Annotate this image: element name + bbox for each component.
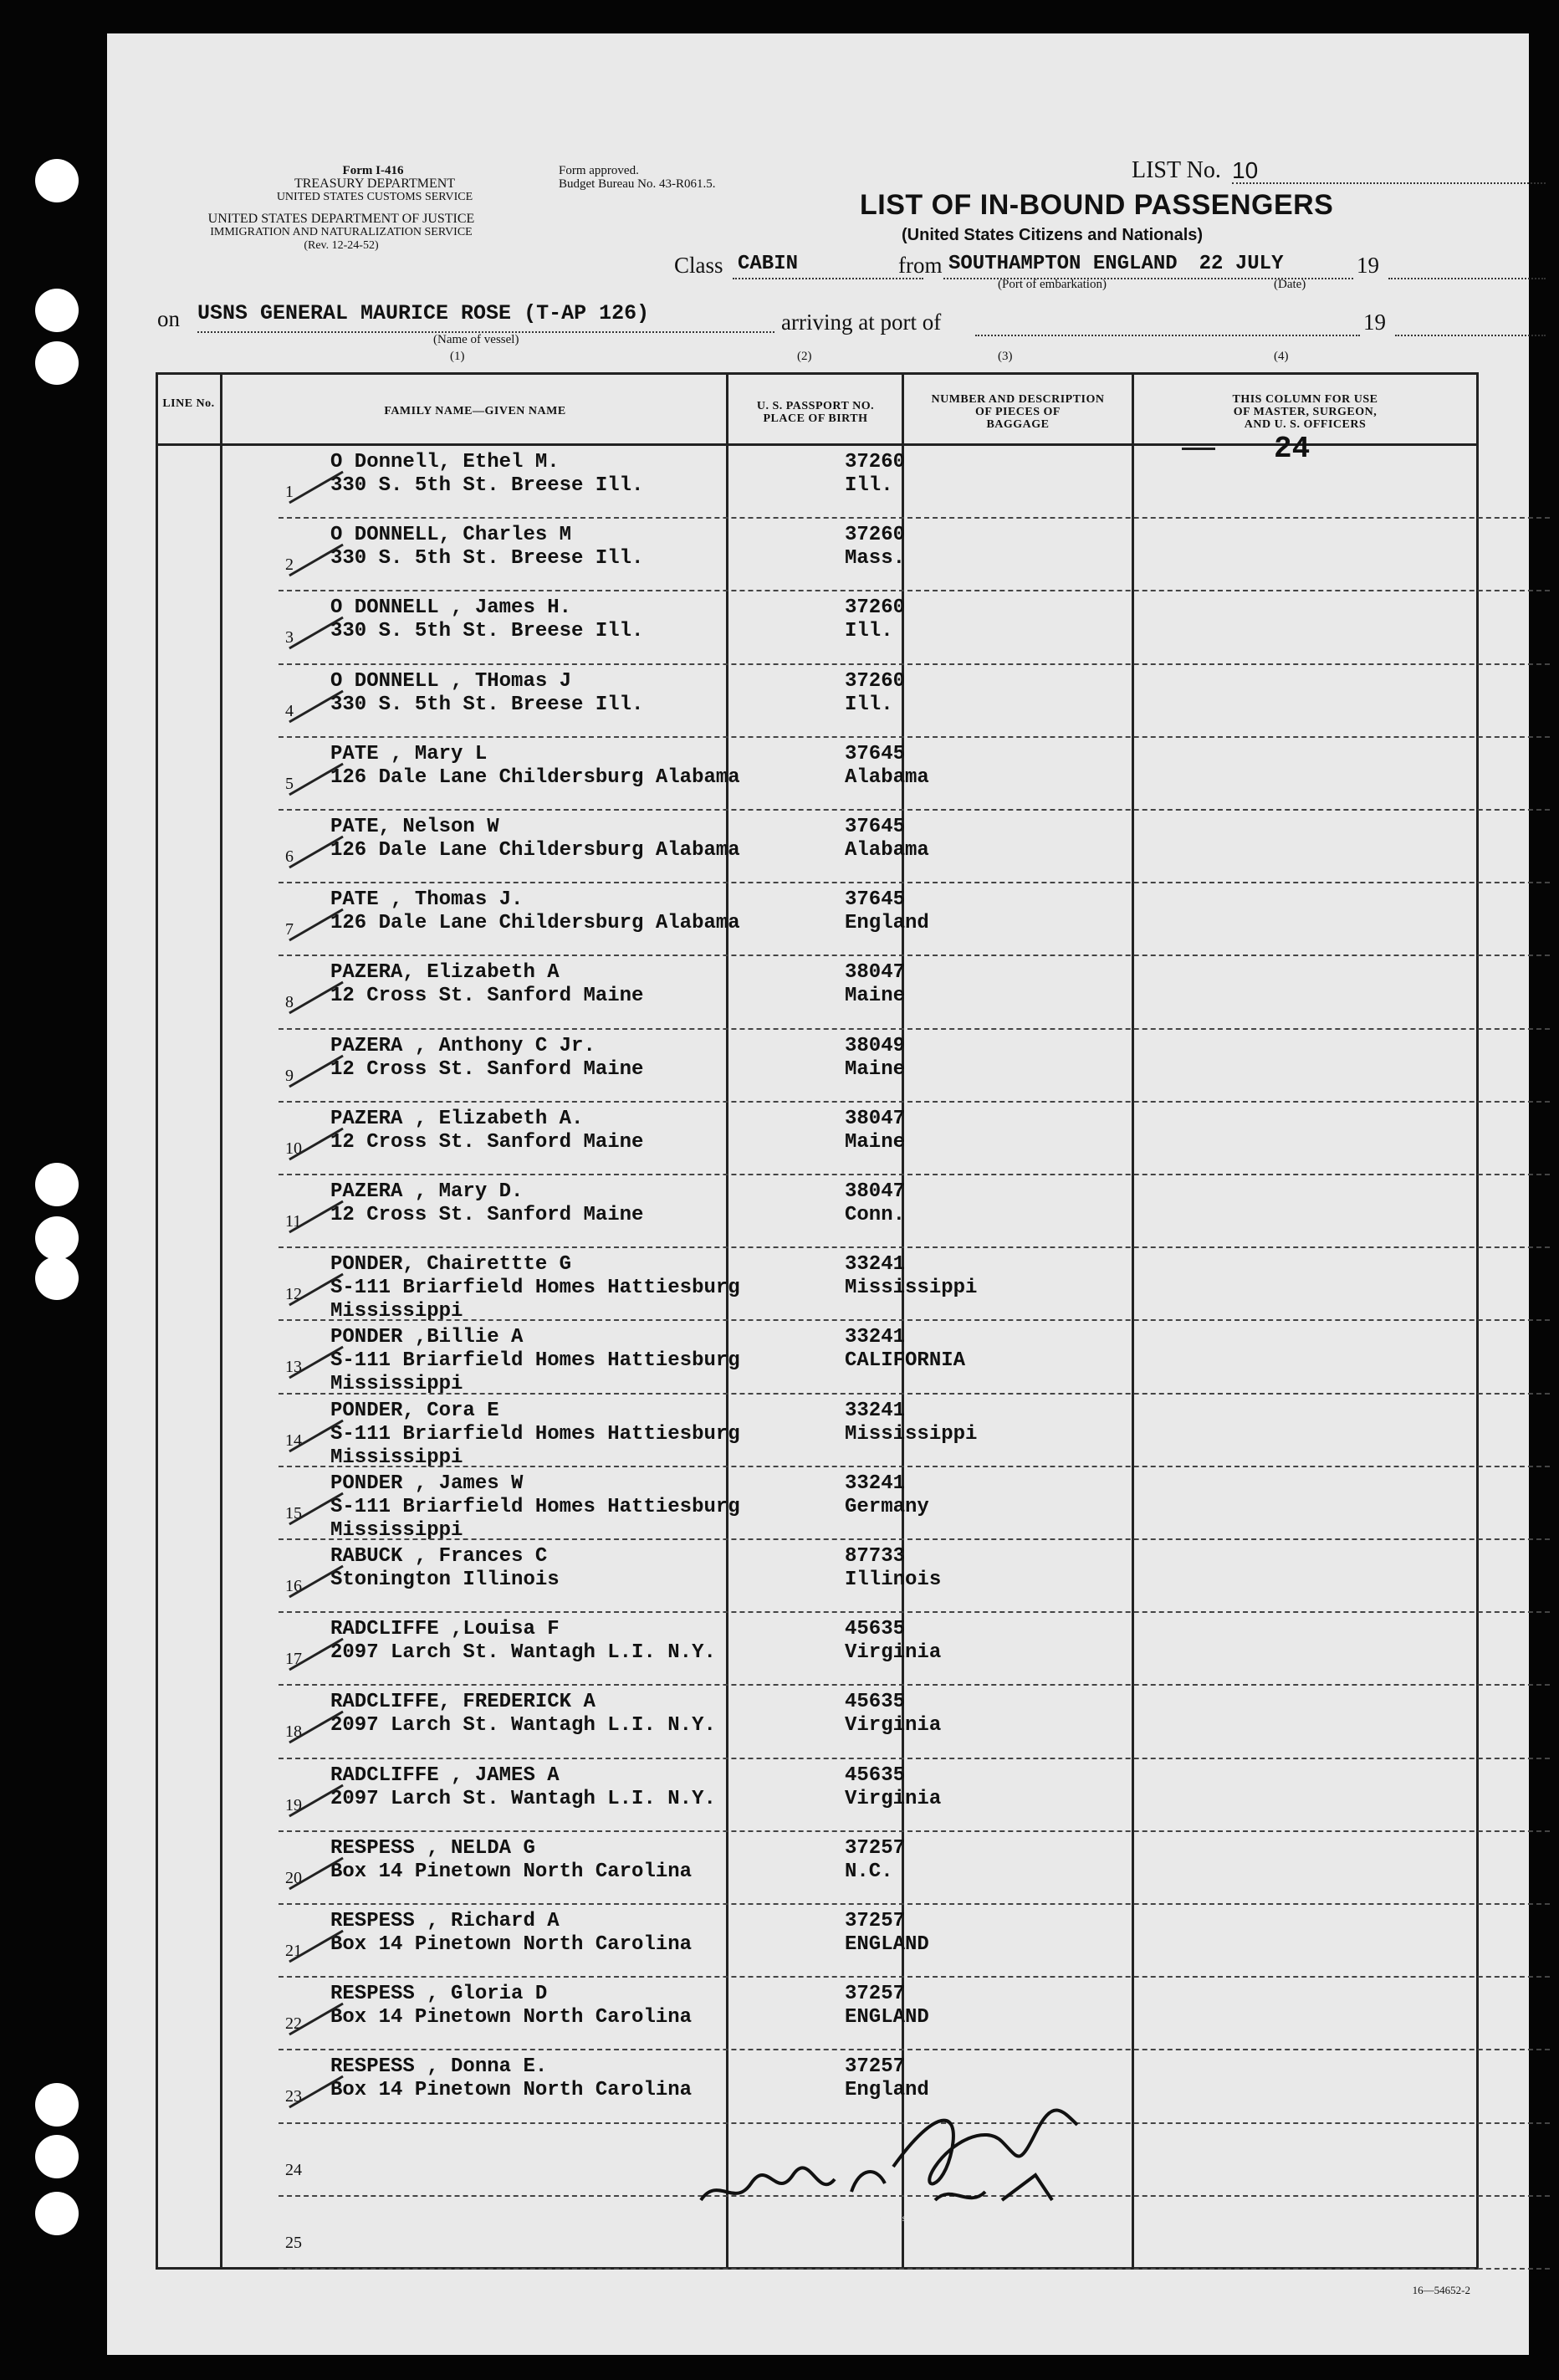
line-number: 13: [285, 1358, 302, 1377]
passenger-name: O DONNELL , James H.: [330, 596, 572, 620]
passenger-address-line2: Mississippi: [330, 1373, 463, 1396]
passenger-name: RADCLIFFE ,Louisa F: [330, 1618, 560, 1641]
passenger-address: 12 Cross St. Sanford Maine: [330, 1130, 644, 1154]
passport-number: 37257: [845, 1910, 906, 1932]
place-of-birth: N.C.: [845, 1860, 893, 1883]
col-header-baggage-3: BAGGAGE: [986, 418, 1050, 431]
passport-number: 38049: [845, 1034, 906, 1057]
table-row: [285, 1905, 1550, 1978]
passport-number: 38047: [845, 961, 906, 985]
line-number: 17: [285, 1650, 302, 1669]
place-of-birth: Virginia: [845, 1787, 942, 1810]
vessel-value: USNS GENERAL MAURICE ROSE (T-AP 126): [197, 301, 650, 325]
passenger-name: PAZERA , Mary D.: [330, 1180, 524, 1203]
passenger-name: RABUCK , Frances C: [330, 1545, 548, 1568]
passenger-address: 330 S. 5th St. Breese Ill.: [330, 547, 644, 571]
passport-number: 33241: [845, 1399, 906, 1422]
line-number: 6: [285, 847, 294, 866]
col2-number: (2): [797, 350, 812, 363]
arriving-field: [975, 310, 1360, 336]
table-row: [285, 1103, 1550, 1175]
table-row: [285, 1832, 1550, 1905]
table-row: [285, 1467, 1550, 1542]
inspector-signature: [684, 2075, 1119, 2225]
passport-number: 38047: [845, 1107, 906, 1130]
class-label: Class: [674, 253, 723, 278]
passenger-address: S-111 Briarfield Homes Hattiesburg: [330, 1277, 740, 1300]
page-subtitle: (United States Citizens and Nationals): [902, 226, 1204, 244]
passenger-address: Box 14 Pinetown North Carolina: [330, 1860, 693, 1883]
table-row: [285, 1321, 1550, 1396]
passenger-name: PAZERA , Elizabeth A.: [330, 1107, 584, 1130]
place-of-birth: Conn.: [845, 1204, 906, 1226]
table-row: [285, 1030, 1550, 1103]
passenger-address: 330 S. 5th St. Breese Ill.: [330, 693, 644, 716]
vessel-caption: (Name of vessel): [433, 333, 519, 346]
line-number: 9: [285, 1066, 294, 1085]
line-no-divider: [220, 372, 222, 2267]
punch-hole: [35, 341, 79, 385]
passport-number: 87733: [845, 1545, 906, 1568]
place-of-birth: Virginia: [845, 1641, 942, 1665]
passenger-name: PATE , Mary L: [330, 742, 488, 765]
on-label: on: [157, 306, 180, 331]
line-number: 3: [285, 628, 294, 647]
place-of-birth: ENGLAND: [845, 2006, 929, 2029]
passport-number: 45635: [845, 1763, 906, 1787]
passenger-address: S-111 Briarfield Homes Hattiesburg: [330, 1495, 740, 1518]
passport-number: 33241: [845, 1472, 906, 1495]
passport-number: 37260: [845, 669, 906, 693]
line-number: 25: [285, 2233, 302, 2252]
passenger-name: PATE , Thomas J.: [330, 888, 524, 912]
list-number-field: [1232, 157, 1546, 184]
passenger-address: 12 Cross St. Sanford Maine: [330, 1057, 644, 1081]
line-number: 12: [285, 1285, 302, 1304]
vessel-field: [197, 301, 774, 333]
passenger-name: RESPESS , Richard A: [330, 1910, 560, 1932]
class-field: [733, 253, 923, 279]
list-number-label: LIST No.: [1132, 157, 1221, 183]
passenger-name: O Donnell, Ethel M.: [330, 451, 560, 473]
year2-label: 19: [1363, 310, 1386, 335]
table-row: [285, 446, 1550, 519]
line-number: 22: [285, 2014, 302, 2034]
table-row: [285, 665, 1550, 738]
passenger-address: 2097 Larch St. Wantagh L.I. N.Y.: [330, 1787, 716, 1810]
place-of-birth: Mass.: [845, 547, 906, 571]
table-row: [285, 1248, 1550, 1323]
col-header-passport-2: PLACE OF BIRTH: [763, 412, 868, 425]
place-of-birth: Germany: [845, 1495, 929, 1518]
list-number-value: 10: [1232, 157, 1259, 183]
passport-number: 38047: [845, 1180, 906, 1203]
punch-hole: [35, 1257, 79, 1300]
passport-number: 37257: [845, 1836, 906, 1860]
col-header-passport-1: U. S. PASSPORT NO.: [756, 400, 875, 412]
col-header-line: LINE No.: [162, 397, 215, 410]
passenger-name: PAZERA, Elizabeth A: [330, 961, 560, 985]
col1-number: (1): [450, 350, 465, 363]
from-field: [943, 253, 1353, 279]
passenger-address: S-111 Briarfield Homes Hattiesburg: [330, 1422, 740, 1446]
place-of-birth: Illinois: [845, 1569, 942, 1591]
form-number: Form I-416: [342, 164, 404, 177]
passport-number: 33241: [845, 1326, 906, 1349]
svg-text:Insp. Isuthnil 9th A.H.: Insp. Isuthnil 9th A.H.: [877, 2212, 967, 2224]
passenger-name: PONDER , James W: [330, 1472, 524, 1495]
punch-hole: [35, 2192, 79, 2235]
year-label: 19: [1357, 253, 1379, 278]
col-header-officers-2: OF MASTER, SURGEON,: [1233, 406, 1378, 418]
place-of-birth: CALIFORNIA: [845, 1349, 966, 1373]
passport-number: 37257: [845, 1983, 906, 2006]
line-number: 14: [285, 1431, 302, 1450]
passport-number: 37260: [845, 524, 906, 547]
place-of-birth: ENGLAND: [845, 1933, 929, 1956]
table-row: [285, 883, 1550, 956]
passport-number: 37645: [845, 742, 906, 765]
passenger-address: Box 14 Pinetown North Carolina: [330, 2079, 693, 2102]
line-number: 5: [285, 774, 294, 793]
year2-field: [1395, 310, 1546, 336]
passenger-address: Box 14 Pinetown North Carolina: [330, 1933, 693, 1956]
treasury-dept: TREASURY DEPARTMENT: [294, 177, 456, 191]
punch-hole: [35, 2135, 79, 2178]
passenger-address: 2097 Larch St. Wantagh L.I. N.Y.: [330, 1714, 716, 1738]
punch-hole: [35, 2083, 79, 2127]
place-of-birth: England: [845, 912, 929, 935]
manifest-page: [107, 33, 1529, 2355]
page-title: LIST OF IN-BOUND PASSENGERS: [860, 189, 1334, 221]
place-of-birth: Ill.: [845, 620, 893, 643]
table-row: [285, 738, 1550, 811]
passenger-address: Box 14 Pinetown North Carolina: [330, 2006, 693, 2029]
col4-number: (4): [1274, 350, 1289, 363]
line-number: 1: [285, 483, 294, 501]
line-number: 11: [285, 1212, 302, 1231]
place-of-birth: England: [845, 2079, 929, 2102]
passenger-name: RESPESS , NELDA G: [330, 1836, 535, 1860]
line-number: 10: [285, 1139, 302, 1158]
from-label: from: [898, 253, 943, 278]
punch-hole: [35, 159, 79, 202]
passenger-address-line2: Mississippi: [330, 1446, 463, 1469]
line-number: 8: [285, 993, 294, 1012]
col-header-baggage-2: OF PIECES OF: [975, 406, 1061, 418]
table-row: [285, 811, 1550, 883]
place-of-birth: Maine: [845, 1057, 906, 1081]
place-of-birth: Ill.: [845, 474, 893, 497]
table-row: [285, 1613, 1550, 1686]
col-header-baggage-1: NUMBER AND DESCRIPTION: [931, 393, 1105, 406]
passenger-address: 12 Cross St. Sanford Maine: [330, 985, 644, 1008]
table-row: [285, 1978, 1550, 2050]
table-top-border: [156, 372, 1479, 375]
place-of-birth: Virginia: [845, 1714, 942, 1738]
line-number: 18: [285, 1722, 302, 1742]
passenger-address: 126 Dale Lane Childersburg Alabama: [330, 839, 740, 862]
line-number: 23: [285, 2087, 302, 2106]
passport-number: 37645: [845, 816, 906, 838]
passenger-address: Stonington Illinois: [330, 1569, 560, 1591]
place-of-birth: Alabama: [845, 765, 929, 789]
passenger-name: RESPESS , Donna E.: [330, 2055, 548, 2079]
passport-number: 37257: [845, 2055, 906, 2079]
col-header-passport: [729, 400, 902, 425]
passenger-name: RADCLIFFE, FREDERICK A: [330, 1691, 595, 1714]
line-number: 4: [285, 701, 294, 720]
passenger-address: 330 S. 5th St. Breese Ill.: [330, 474, 644, 497]
officers-count: 24: [1274, 432, 1311, 466]
passenger-name: PONDER ,Billie A: [330, 1326, 524, 1349]
table-row: [285, 1686, 1550, 1758]
table-row: [285, 1759, 1550, 1832]
passport-number: 45635: [845, 1618, 906, 1641]
passenger-address: 126 Dale Lane Childersburg Alabama: [330, 912, 740, 935]
passport-number: 37260: [845, 596, 906, 620]
passenger-name: PONDER, Chairettte G: [330, 1253, 572, 1277]
line-number: 2: [285, 555, 294, 575]
passenger-address: 330 S. 5th St. Breese Ill.: [330, 620, 644, 643]
passport-number: 37645: [845, 888, 906, 912]
footer-code: 16—54652-2: [1412, 2284, 1470, 2296]
passport-number: 37260: [845, 451, 906, 473]
date-value: 22 JULY: [1199, 253, 1284, 275]
table-row: [285, 1175, 1550, 1248]
passenger-name: RADCLIFFE , JAMES A: [330, 1763, 560, 1787]
table-row: [285, 1540, 1550, 1613]
punch-hole: [35, 1216, 79, 1260]
col-header-baggage: [904, 393, 1132, 431]
place-of-birth: Mississippi: [845, 1277, 978, 1300]
passenger-address-line2: Mississippi: [330, 1518, 463, 1542]
form-revision: (Rev. 12-24-52): [304, 239, 379, 252]
passenger-address: S-111 Briarfield Homes Hattiesburg: [330, 1349, 740, 1373]
form-approved: Form approved.: [559, 164, 639, 177]
place-of-birth: Alabama: [845, 839, 929, 862]
passenger-name: O DONNELL, Charles M: [330, 524, 572, 547]
from-value: SOUTHAMPTON ENGLAND: [948, 253, 1178, 275]
punch-hole: [35, 289, 79, 332]
table-row: [285, 591, 1550, 664]
port-caption: (Port of embarkation): [998, 278, 1107, 291]
line-number: 7: [285, 920, 294, 939]
passenger-name: PATE, Nelson W: [330, 816, 499, 838]
date-caption: (Date): [1274, 278, 1306, 291]
table-row: [285, 1395, 1550, 1469]
table-left-border: [156, 372, 158, 2267]
table-row: [285, 519, 1550, 591]
passenger-address: 12 Cross St. Sanford Maine: [330, 1204, 644, 1226]
year-field: [1388, 253, 1546, 279]
punch-hole: [35, 1163, 79, 1206]
line-number: 20: [285, 1868, 302, 1887]
col3-number: (3): [998, 350, 1013, 363]
table-row: [285, 956, 1550, 1029]
passenger-name: PONDER, Cora E: [330, 1399, 499, 1422]
line-number: 24: [285, 2160, 302, 2179]
passenger-name: RESPESS , Gloria D: [330, 1983, 548, 2006]
col-header-officers-1: THIS COLUMN FOR USE: [1232, 393, 1378, 406]
line-number: 15: [285, 1503, 302, 1523]
place-of-birth: Maine: [845, 985, 906, 1008]
customs-service: UNITED STATES CUSTOMS SERVICE: [276, 191, 473, 203]
col-header-name: FAMILY NAME—GIVEN NAME: [384, 405, 566, 417]
line-number: 21: [285, 1942, 302, 1960]
passenger-address: 2097 Larch St. Wantagh L.I. N.Y.: [330, 1641, 716, 1665]
passenger-name: O DONNELL , THomas J: [330, 669, 572, 693]
passport-number: 33241: [845, 1253, 906, 1277]
ins-service: IMMIGRATION AND NATURALIZATION SERVICE: [210, 226, 473, 238]
passenger-address-line2: Mississippi: [330, 1300, 463, 1323]
line-number: 16: [285, 1577, 302, 1595]
row-separator: [279, 2268, 1550, 2270]
arriving-label: arriving at port of: [781, 310, 942, 335]
place-of-birth: Ill.: [845, 693, 893, 716]
col-header-officers: [1134, 393, 1476, 431]
place-of-birth: Mississippi: [845, 1422, 978, 1446]
line-number: 19: [285, 1795, 302, 1814]
class-value: CABIN: [738, 253, 799, 275]
passenger-address: 126 Dale Lane Childersburg Alabama: [330, 765, 740, 789]
passport-number: 45635: [845, 1691, 906, 1714]
passenger-name: PAZERA , Anthony C Jr.: [330, 1034, 595, 1057]
col-header-officers-3: AND U. S. OFFICERS: [1244, 418, 1367, 431]
budget-bureau: Budget Bureau No. 43-R061.5.: [559, 177, 716, 191]
justice-dept: UNITED STATES DEPARTMENT OF JUSTICE: [207, 212, 475, 226]
place-of-birth: Maine: [845, 1130, 906, 1154]
